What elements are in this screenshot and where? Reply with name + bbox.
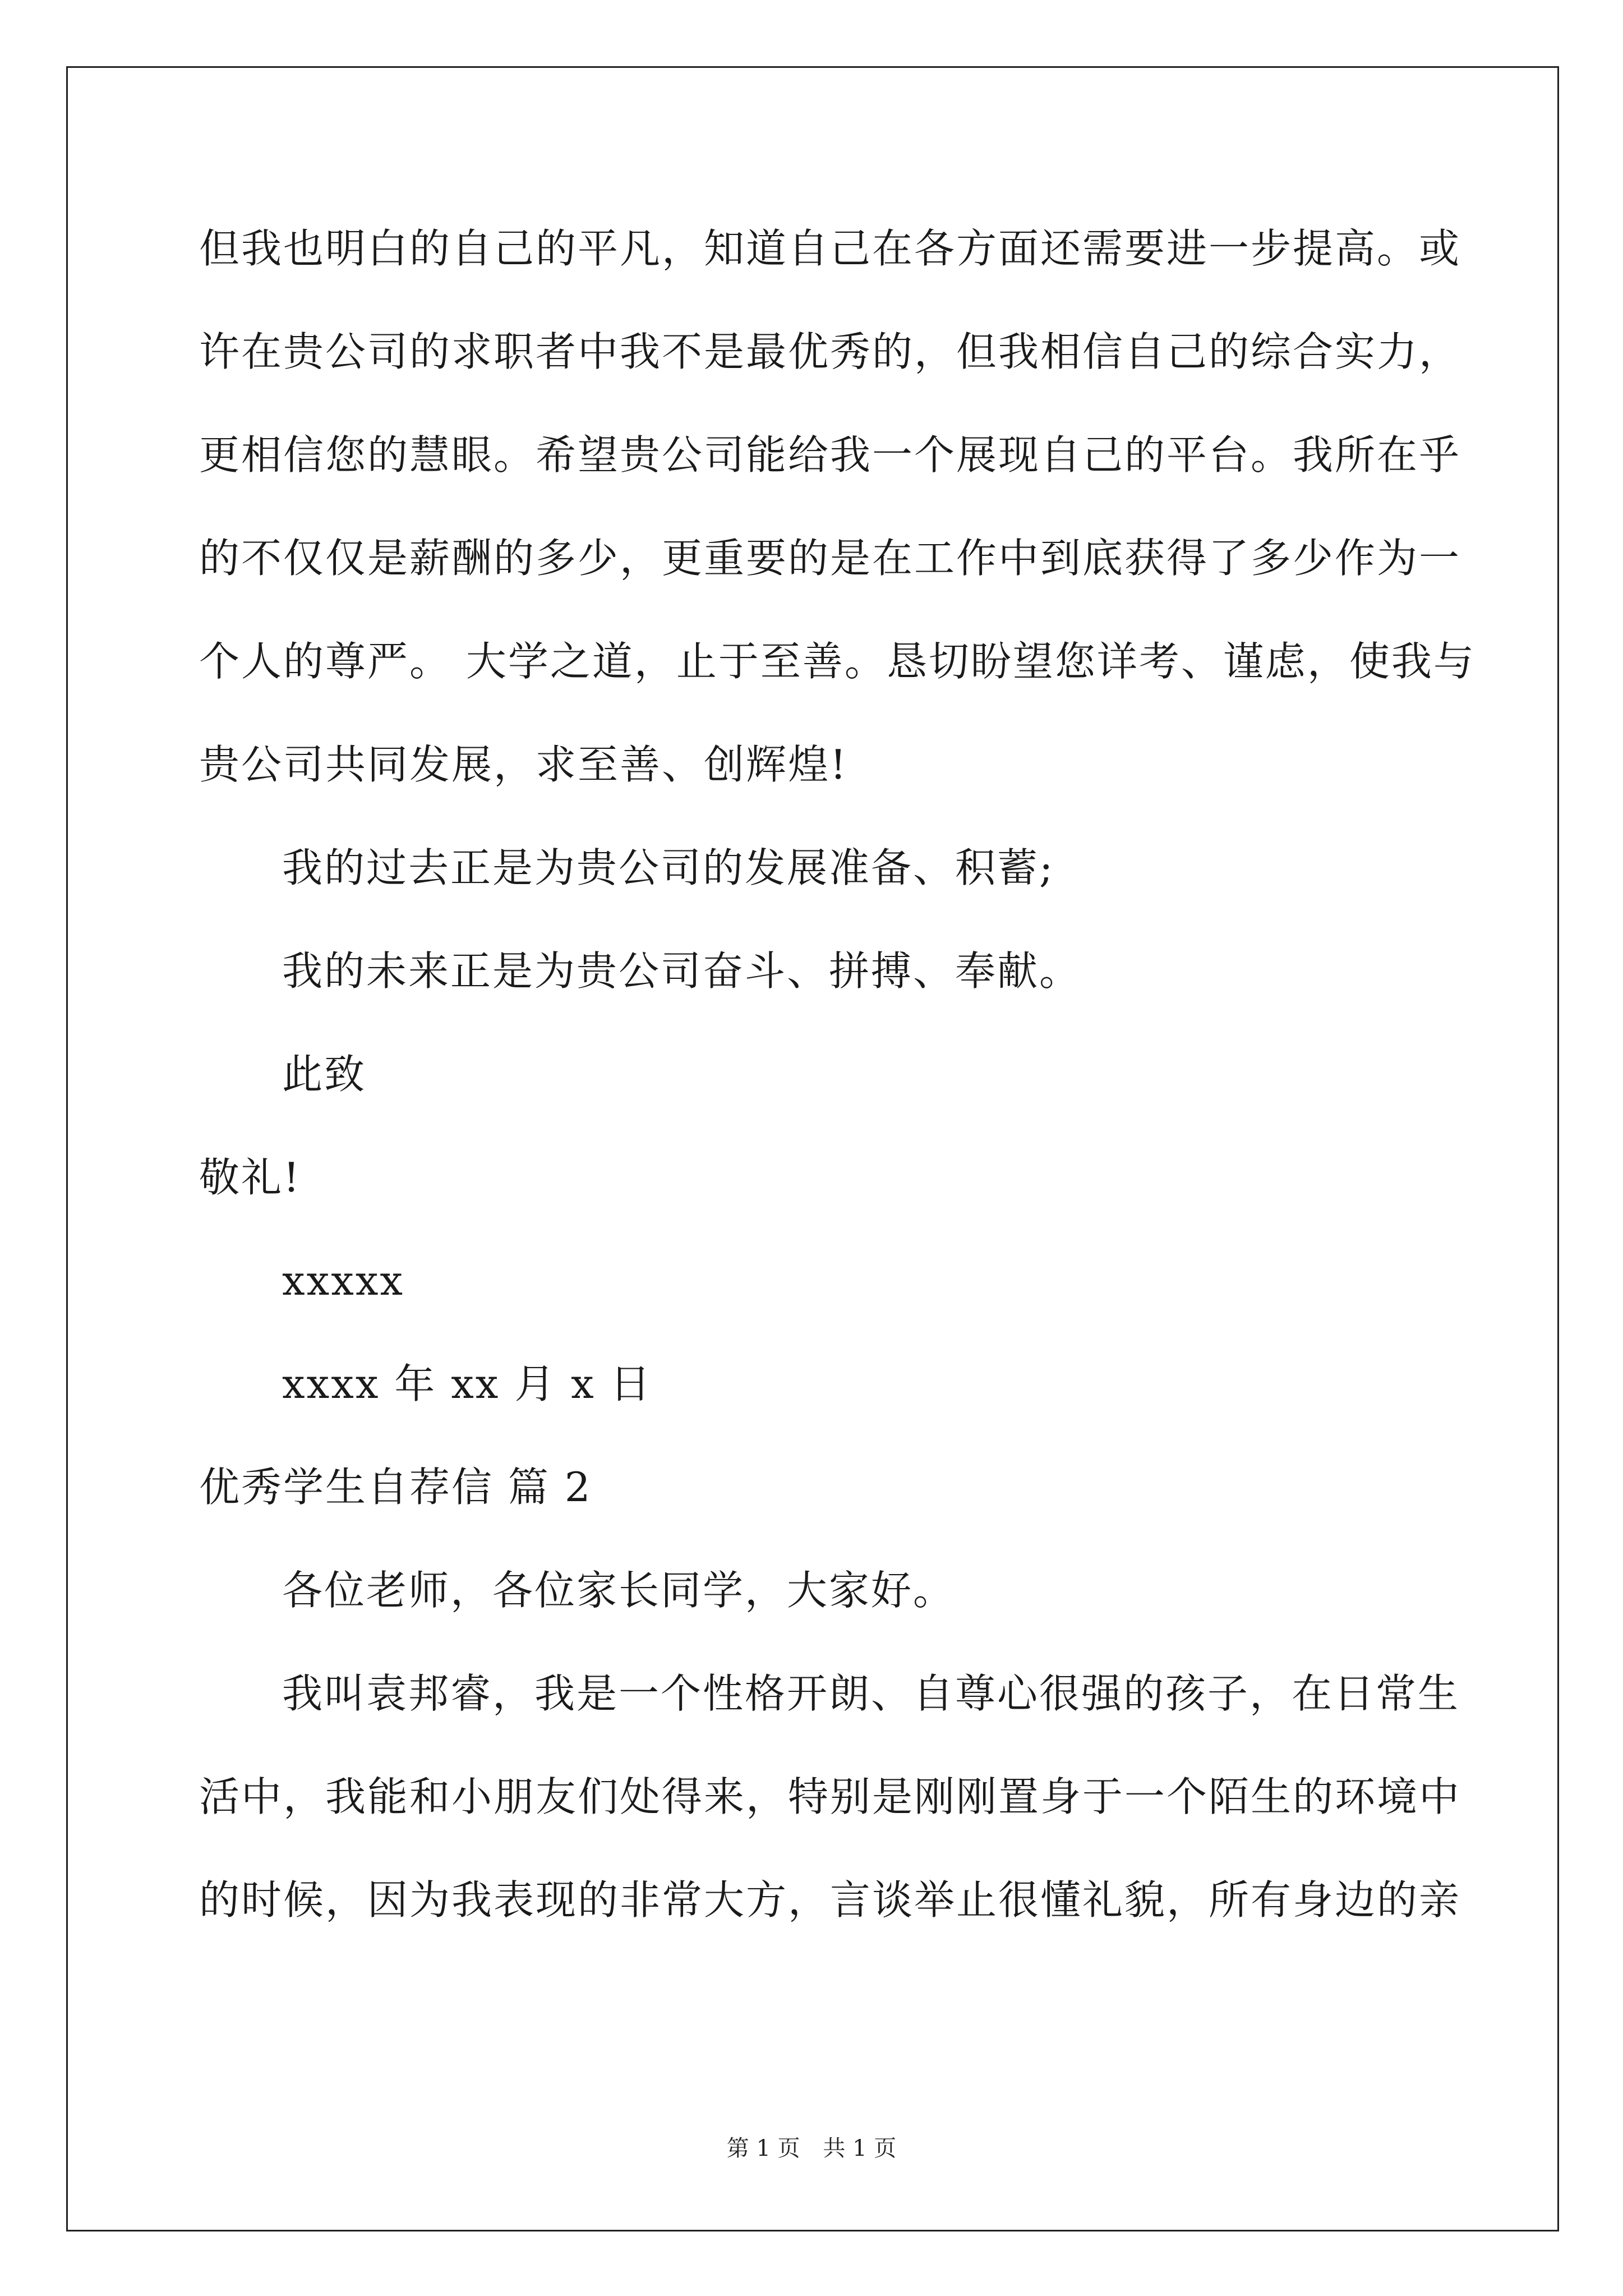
greeting-line: 各位老师，各位家长同学，大家好。 [282,1567,956,1614]
paragraph-line: 活中，我能和小朋友们处得来，特别是刚刚置身于一个陌生的环境中 [199,1773,1461,1820]
paragraph-line: 我叫袁邦睿，我是一个性格开朗、自尊心很强的孩子，在日常生 [282,1670,1460,1717]
section-heading: 优秀学生自荐信 篇 2 [199,1464,592,1511]
paragraph-line: 许在贵公司的求职者中我不是最优秀的，但我相信自己的综合实力， [199,328,1461,375]
page-total: 共 1 页 [823,2136,897,2161]
page-number: 第 1 页 [726,2136,800,2161]
paragraph-line: 的不仅仅是薪酬的多少，更重要的是在工作中到底获得了多少作为一 [199,535,1461,582]
paragraph-line: 个人的尊严。 大学之道，止于至善。恳切盼望您详考、谨虑，使我与 [199,638,1476,685]
document-body [199,222,1476,1976]
paragraph-line: 但我也明白的自己的平凡，知道自己在各方面还需要进一步提高。或 [199,225,1461,272]
signature-name: xxxxx [282,1257,405,1304]
paragraph-line: 我的未来正是为贵公司奋斗、拼搏、奉献。 [282,947,1082,995]
paragraph-line: 的时候，因为我表现的非常大方，言谈举止很懂礼貌，所有身边的亲 [199,1876,1461,1924]
closing-salutation: 此致 [282,1051,367,1098]
paragraph-line: 我的过去正是为贵公司的发展准备、积蓄; [282,844,1055,891]
paragraph-line: 贵公司共同发展，求至善、创辉煌! [199,741,848,788]
paragraph-line: 更相信您的慧眼。希望贵公司能给我一个展现自己的平台。我所在乎 [199,431,1461,478]
signature-date: xxxx 年 xx 月 x 日 [282,1360,652,1407]
page-footer [0,2134,1623,2162]
closing-regards: 敬礼! [199,1154,301,1201]
